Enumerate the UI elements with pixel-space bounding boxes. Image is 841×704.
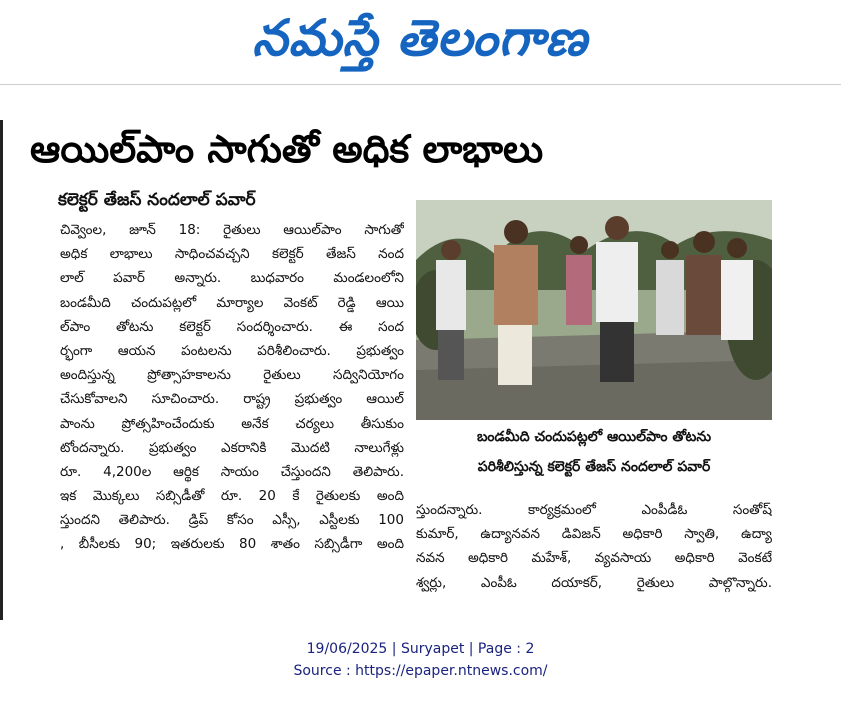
masthead-logo: నమస్తే తెలంగాణ (252, 9, 588, 67)
footer-date-edition: 19/06/2025 | Suryapet | Page : 2 (306, 641, 535, 657)
body-line: శ్వర్లు, ఎంపీఓ దయాకర్, రైతులు పాల్గొన్నారు. (416, 574, 772, 591)
body-line: చివ్వెంల, జూన్ 18: రైతులు ఆయిల్‌పాం సాగుతో (60, 222, 404, 238)
body-line: స్తుందన్నారు. కార్యక్రమంలో ఎంపీడీఓ సంతోష్ (416, 502, 772, 518)
body-line: చేసుకోవాలని సూచించారు. రాష్ట్ర ప్రభుత్వం ఆయిల్ (60, 391, 404, 408)
body-line: నవన అధికారి మహేశ్, వ్యవసాయ అధికారి వెంకటే (416, 550, 772, 567)
body-line: కుమార్, ఉద్యానవన డివిజన్ అధికారి స్వాతి, ఉద్యా (416, 526, 772, 543)
body-line: స్తుందని తెలిపారు. డ్రిప్ కోసం ఎస్సీ, ఎస్టీలకు 100 (60, 512, 404, 529)
photo-caption (416, 422, 772, 488)
article-headline: ఆయిల్‌పాం సాగుతో అధిక లాభాలు (30, 127, 544, 171)
footer-source: Source : https://epaper.ntnews.com/ (293, 663, 548, 679)
body-line: టోందన్నారు. ప్రభుత్వం ఎకరానికి మొదటి నాలుగేళ్లు (60, 439, 404, 456)
caption-line: బండమీది చందుపట్లలో ఆయిల్‌పాం తోటను (476, 429, 712, 445)
body-line: అందిస్తున్న ప్రోత్సాహకాలను రైతులు సద్వినియోగం (60, 367, 404, 384)
body-line: ల్‌పాం తోటను కలెక్టర్ సందర్శించారు. ఈ సంద (60, 318, 404, 335)
body-line: ర్భంగా ఆయన పంటలను పరిశీలించారు. ప్రభుత్వం (60, 342, 404, 359)
page-footer (0, 638, 841, 682)
header-divider (0, 84, 841, 85)
body-line: లాల్ పవార్ అన్నారు. బుధవారం మండలంలోని (60, 270, 404, 287)
body-line: బండమీది చందుపట్లలో మార్యాల వెంకట్ రెడ్డి ఆయి (60, 294, 404, 311)
body-line: రూ. 4,200ల ఆర్థిక సాయం చేస్తుందని తెలిపారు. (60, 463, 404, 480)
article-body-right (416, 498, 772, 595)
article-body-left (60, 218, 404, 557)
article-byline: కలెక్టర్ తేజస్ నందలాల్ పవార్ (58, 190, 256, 210)
body-line: పాంను ప్రోత్సహించేందుకు అనేక చర్యలు తీసుకుం (60, 415, 404, 432)
caption-line: పరిశీలిస్తున్న కలెక్టర్ తేజస్ నందలాల్ పవార్ (477, 459, 711, 475)
body-line: ఇక మొక్కలు సబ్సిడీతో రూ. 20 కే రైతులకు అంది (60, 488, 404, 505)
article-photo (416, 200, 772, 420)
column-rule (0, 120, 3, 620)
body-line: అధిక లాభాలు సాధించవచ్చని కలెక్టర్ తేజస్ నంద (60, 246, 404, 263)
body-line: , బీసీలకు 90; ఇతరులకు 80 శాతం సబ్సిడీగా అంది (60, 536, 404, 553)
